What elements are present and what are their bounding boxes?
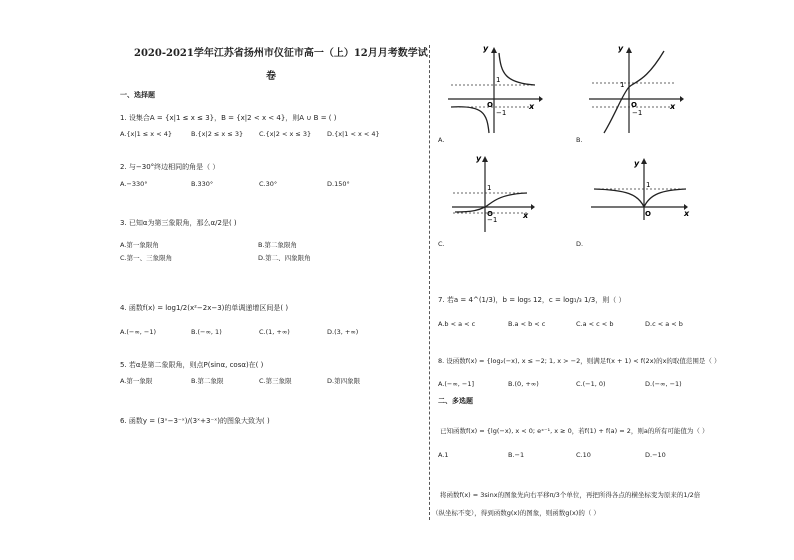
q8-option-b: B.(0, +∞) — [508, 380, 539, 388]
graph-a-origin-label: O — [487, 101, 493, 109]
q8-option-c: C.(−1, 0) — [576, 380, 606, 388]
q9-option-c: C.10 — [576, 451, 591, 459]
graph-a-x-label: x — [529, 102, 535, 111]
question-7: 7. 若a = 4^(1/3)，b = log₅ 12，c = log₁/₃ 1/3，则（ ） — [438, 296, 626, 304]
graph-a-one-label: 1 — [496, 76, 501, 84]
graph-c-one-label: 1 — [487, 184, 492, 192]
question-3: 3. 已知α为第三象限角，那么α/2是( ) — [120, 219, 237, 227]
q9-option-b: B.−1 — [508, 451, 525, 459]
graph-c — [447, 152, 537, 236]
graph-b-one-label: 1 — [620, 81, 625, 89]
q5-option-b: B.第二象限 — [191, 377, 224, 385]
q3-option-a: A.第一象限角 — [120, 241, 159, 249]
q7-option-d: D.c < a < b — [645, 320, 683, 328]
q2-option-c: C.30° — [259, 180, 278, 188]
q2-option-a: A.−330° — [120, 180, 148, 188]
q7-option-c: C.a < c < b — [576, 320, 614, 328]
question-6: 6. 函数y = (3ˣ−3⁻ˣ)/(3ˣ+3⁻ˣ)的图象大致为( ) — [120, 417, 270, 425]
graph-c-x-label: x — [523, 211, 529, 220]
graph-c-y-label: y — [476, 154, 482, 163]
question-9: 已知函数f(x) = {lg(−x), x < 0; eˣ⁻¹, x ≥ 0，若f(1) + f(a) = 2，则a的所有可能值为（ ） — [440, 427, 709, 435]
q4-option-a: A.(−∞, −1) — [120, 328, 157, 336]
q9-option-d: D.−10 — [645, 451, 666, 459]
graph-b-origin-label: O — [631, 101, 637, 109]
q2-option-d: D.150° — [327, 180, 350, 188]
graph-d-x-label: x — [684, 209, 690, 218]
paper-title-line1: 2020-2021学年江苏省扬州市仪征市高一（上）12月月考数学试 — [134, 48, 428, 59]
section-choice-heading: 一、选择题 — [120, 91, 155, 99]
graph-b-x-label: x — [670, 102, 676, 111]
q3-option-d: D.第二、四象限角 — [258, 254, 311, 262]
q1-option-b: B.{x|2 ≤ x ≤ 3} — [191, 130, 244, 138]
q3-option-b: B.第二象限角 — [258, 241, 298, 249]
q1-option-c: C.{x|2 < x ≤ 3} — [259, 130, 312, 138]
q4-option-c: C.(1, +∞) — [259, 328, 290, 336]
question-4: 4. 函数f(x) = log1/2(x²−2x−3)的单调递增区间是( ) — [120, 304, 289, 312]
q9-option-a: A.1 — [438, 451, 449, 459]
column-divider — [429, 45, 430, 520]
graph-a-neg-one-label: −1 — [496, 109, 507, 117]
graph-c-origin-label: O — [487, 210, 493, 218]
q1-option-d: D.{x|1 < x < 4} — [327, 130, 380, 138]
q3-option-c: C.第一、三象限角 — [120, 254, 173, 262]
question-10-line1: 将函数f(x) = 3sinx的图象先向右平移π/3个单位，再把所得各点的横坐标变为原来的1/2倍 — [440, 491, 701, 499]
graph-c-neg-one-label: −1 — [487, 216, 498, 224]
q2-option-b: B.330° — [191, 180, 214, 188]
graph-d-option-label: D. — [576, 240, 584, 248]
graph-b — [584, 43, 684, 136]
graph-b-option-label: B. — [576, 136, 583, 144]
question-5: 5. 若α是第二象限角，则点P(sinα, cosα)在( ) — [120, 361, 264, 369]
question-8: 8. 设函数f(x) = {log₂(−x), x ≤ −2; 1, x > −2，则满足f(x + 1) < f(2x)的x的取值范围是（ ） — [438, 357, 721, 365]
q1-option-a: A.{x|1 ≤ x < 4} — [120, 130, 172, 138]
question-2: 2. 与−30°终边相同的角是（ ） — [120, 163, 220, 171]
q5-option-d: D.第四象限 — [327, 377, 361, 385]
q5-option-a: A.第一象限 — [120, 377, 153, 385]
graph-b-neg-one-label: −1 — [632, 109, 643, 117]
paper-title-line2: 卷 — [266, 71, 276, 82]
section-multi-choice-heading: 二、多选题 — [438, 397, 473, 405]
graph-c-option-label: C. — [438, 240, 445, 248]
graph-a-option-label: A. — [438, 136, 445, 144]
q8-option-d: D.(−∞, −1) — [645, 380, 682, 388]
graph-b-y-label: y — [618, 44, 624, 53]
q7-option-b: B.a < b < c — [508, 320, 546, 328]
graph-d-one-label: 1 — [646, 181, 651, 189]
question-1: 1. 设集合A = {x|1 ≤ x ≤ 3}，B = {x|2 < x < 4}，则A ∪ B = ( ) — [120, 114, 337, 122]
q4-option-d: D.(3, +∞) — [327, 328, 359, 336]
graph-a-y-label: y — [483, 44, 489, 53]
q7-option-a: A.b < a < c — [438, 320, 476, 328]
question-10-line2: （纵坐标不变），得到函数g(x)的图象，则函数g(x)的（ ） — [432, 509, 600, 517]
graph-d — [586, 152, 696, 222]
q4-option-b: B.(−∞, 1) — [191, 328, 222, 336]
q8-option-a: A.(−∞, −1] — [438, 380, 475, 388]
graph-d-y-label: y — [634, 159, 640, 168]
graph-d-origin-label: O — [645, 210, 651, 218]
graph-a — [443, 43, 543, 136]
q5-option-c: C.第三象限 — [259, 377, 292, 385]
